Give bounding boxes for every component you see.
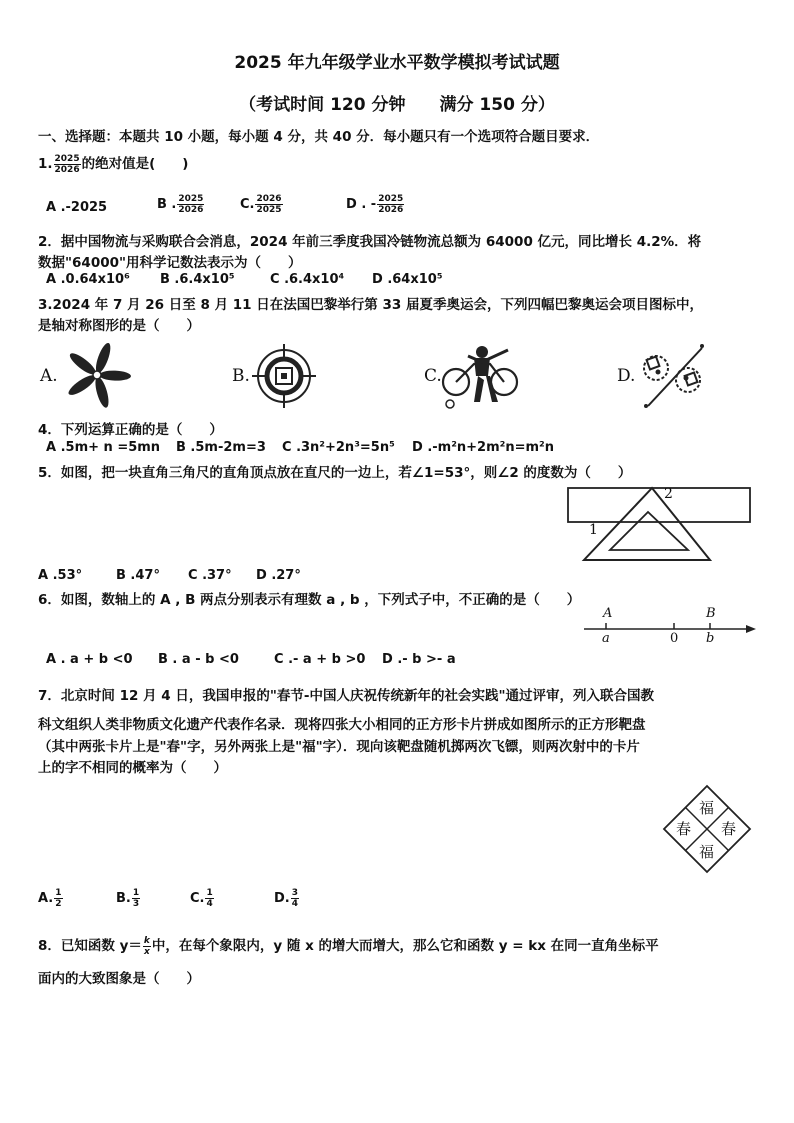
cyclist-icon (438, 342, 520, 408)
q1-b-num: 2025 (178, 194, 204, 204)
exam-subtitle: （考试时间 120 分钟 满分 150 分） (239, 95, 555, 115)
q7-c-den: 4 (206, 899, 213, 909)
q3-label-b: B. (232, 366, 250, 386)
q7-c-num: 1 (206, 888, 213, 898)
point-b-label: B (706, 606, 716, 621)
q1-fraction (54, 154, 81, 175)
q4-option-c: C .3n²+2n³=5n⁵ (282, 440, 395, 455)
q6-option-a: A . a + b <0 (46, 652, 133, 667)
q1-option-b (157, 194, 205, 215)
board-bottom-fu: 福 (699, 843, 715, 861)
q1-b-fraction (177, 194, 204, 215)
q6-option-b: B . a - b <0 (158, 652, 239, 667)
q1-c-den: 2025 (256, 205, 282, 215)
q7-option-d (274, 888, 300, 909)
board-right-chun: 春 (721, 820, 737, 838)
q1-option-c (240, 194, 284, 215)
q1-c-num: 2026 (256, 194, 282, 204)
q1-text: 的绝对值是( ) (81, 156, 189, 172)
question-2-line-1: 2．据中国物流与采购联合会消息，2024 年前三季度我国冷链物流总额为 64000 亿元，同比增长 4.2%．将 (38, 234, 702, 250)
q7-a-num: 1 (55, 888, 62, 898)
q7-c-prefix: C. (190, 891, 205, 906)
question-2-line-2: 数据"64000"用科学记数法表示为（ ） (38, 255, 302, 271)
q1-prefix: 1. (38, 156, 53, 172)
question-4: 4．下列运算正确的是（ ） (38, 422, 223, 438)
q1-d-prefix: D . - (346, 197, 377, 212)
q7-option-a (38, 888, 64, 909)
q5-option-c: C .37° (188, 568, 232, 583)
q3-label-c: C. (424, 366, 442, 386)
board-left-chun: 春 (676, 820, 692, 838)
q1-b-den: 2026 (178, 205, 204, 215)
angle-1-label: 1 (589, 522, 598, 538)
q7-option-c (190, 888, 215, 909)
question-8-line-2: 面内的大致图象是（ ） (38, 971, 200, 987)
q7-c-fraction (205, 888, 213, 909)
question-5: 5．如图，把一块直角三角尺的直角顶点放在直尺的一边上，若∠1=53°，则∠2 的度数为（ ） (38, 465, 632, 481)
q7-d-num: 3 (291, 888, 298, 898)
q7-d-prefix: D. (274, 891, 290, 906)
q7-b-fraction (132, 888, 140, 909)
q1-c-prefix: C. (240, 197, 255, 212)
q8-text-end: 中，在每个象限内，y 随 x 的增大而增大，那么它和函数 y = kx 在同一直角坐标平 (151, 938, 659, 954)
q1-c-fraction (255, 194, 282, 215)
q5-option-b: B .47° (116, 568, 160, 583)
q4-option-b: B .5m-2m=3 (176, 440, 266, 455)
q4-option-a: A .5m+ n =5mn (46, 440, 161, 455)
target-icon (252, 344, 316, 408)
zero-label: 0 (670, 631, 679, 646)
q8-fraction (143, 936, 151, 957)
board-top-fu: 福 (699, 799, 715, 817)
abstract-sport-icon (636, 340, 708, 412)
question-7-line-1: 7．北京时间 12 月 4 日，我国申报的"春节-中国人庆祝传统新年的社会实践"通过评审，列入联合国教 (38, 688, 655, 704)
q1-d-den: 2026 (378, 205, 404, 215)
q1-denominator: 2026 (54, 164, 80, 175)
q2-option-d: D .64x10⁵ (372, 272, 443, 287)
q2-option-a: A .0.64x10⁶ (46, 272, 130, 287)
point-a-label: A (603, 606, 613, 621)
q8-text-start: 8．已知函数 y＝ (38, 938, 142, 954)
q7-a-prefix: A. (38, 891, 54, 906)
question-7-line-2: 科文组织人类非物质文化遗产代表作名录．现将四张大小相同的正方形卡片拼成如图所示的正方形靶盘 (38, 717, 646, 733)
angle-2-label: 2 (664, 486, 673, 502)
q7-a-fraction (54, 888, 62, 909)
question-7-line-4: 上的字不相同的概率为（ ） (38, 760, 227, 776)
q1-d-num: 2025 (378, 194, 404, 204)
q8-den: x (144, 946, 150, 957)
q4-option-d: D .-m²n+2m²n=m²n (412, 440, 554, 455)
q6-option-d: D .- b >- a (382, 652, 456, 667)
value-a-label: a (602, 631, 610, 646)
q5-option-d: D .27° (256, 568, 301, 583)
question-8-line-1 (38, 934, 659, 957)
q3-label-d: D. (617, 366, 636, 386)
q7-a-den: 2 (55, 899, 62, 909)
q1-numerator: 2025 (54, 153, 80, 164)
value-b-label: b (706, 631, 715, 646)
q7-d-fraction (291, 888, 299, 909)
question-1 (38, 152, 188, 175)
q8-num: k (143, 935, 150, 946)
q7-option-b (116, 888, 141, 909)
pinwheel-icon (62, 340, 132, 410)
q7-b-num: 1 (132, 888, 140, 898)
section-heading: 一、选择题：本题共 10 小题，每小题 4 分，共 40 分．每小题只有一个选项符合题目要求． (38, 129, 600, 145)
q1-b-prefix: B . (157, 197, 177, 212)
q3-label-a: A. (40, 366, 58, 386)
q6-option-c: C .- a + b >0 (274, 652, 366, 667)
q7-b-prefix: B. (116, 891, 131, 906)
question-3-line-1: 3.2024 年 7 月 26 日至 8 月 11 日在法国巴黎举行第 33 届夏季奥运会，下列四幅巴黎奥运会项目图标中， (38, 297, 703, 313)
exam-title: 2025 年九年级学业水平数学模拟考试试题 (234, 53, 560, 73)
question-7-line-3: （其中两张卡片上是"春"字，另外两张上是"福"字）．现向该靶盘随机掷两次飞镖，则两次射中的卡片 (38, 739, 640, 755)
q2-option-b: B .6.4x10⁵ (160, 272, 235, 287)
q1-option-a: A .-2025 (46, 200, 108, 215)
q2-option-c: C .6.4x10⁴ (270, 272, 345, 287)
q1-option-d (346, 194, 405, 215)
q7-d-den: 4 (291, 899, 298, 909)
q1-d-fraction (377, 194, 404, 215)
q7-b-den: 3 (132, 899, 140, 909)
question-3-line-2: 是轴对称图形的是（ ） (38, 318, 200, 334)
q5-option-a: A .53° (38, 568, 83, 583)
question-6: 6．如图，数轴上的 A , B 两点分别表示有理数 a , b ，下列式子中，不正确的是（ ） (38, 592, 581, 608)
